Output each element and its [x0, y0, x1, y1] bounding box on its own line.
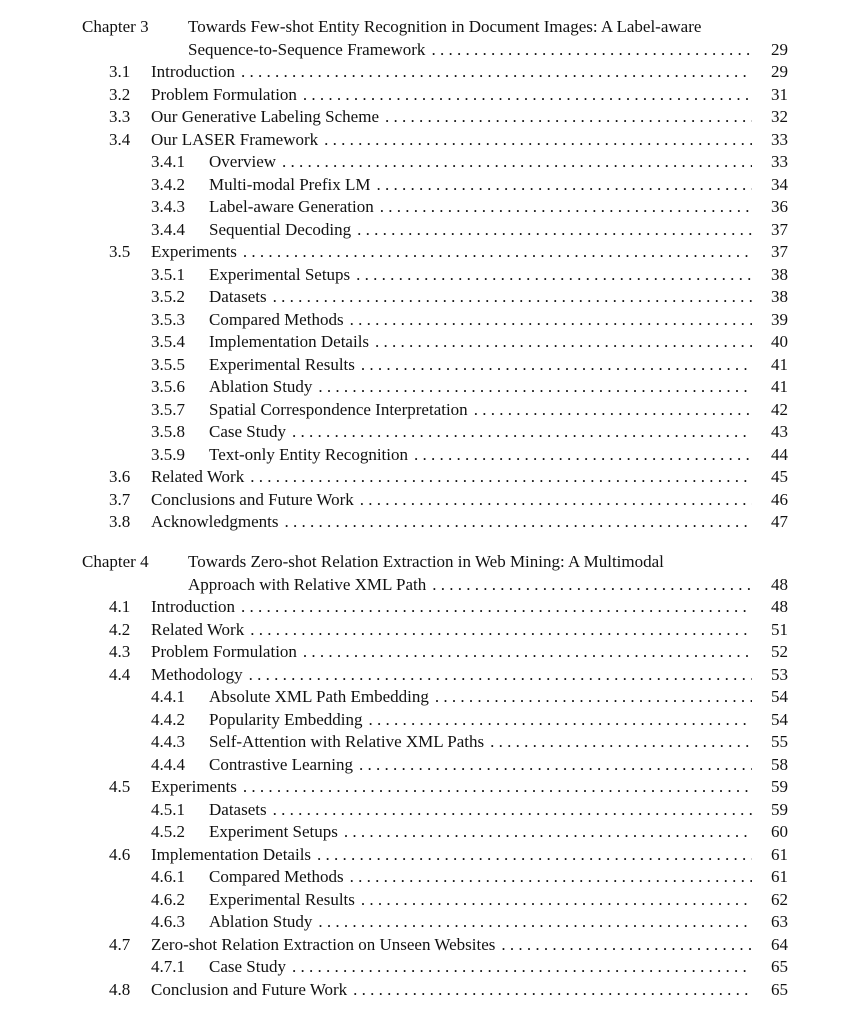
toc-leader: [209, 754, 752, 777]
section-number: 3.5.8: [151, 422, 185, 441]
section-number: 4.7.1: [151, 957, 185, 976]
section-number: 3.5.4: [151, 332, 185, 351]
section-title: Text-only Entity Recognition: [209, 444, 414, 467]
dot-leader: [243, 241, 752, 264]
toc-section-entry[interactable]: [0, 664, 858, 687]
section-title: Introduction: [151, 596, 241, 619]
section-title: Multi-modal Prefix LM: [209, 174, 376, 197]
dot-leader: [282, 151, 752, 174]
dot-leader: [249, 664, 752, 687]
toc-leader: [151, 664, 752, 687]
dot-leader: [360, 489, 752, 512]
toc-section-entry[interactable]: [0, 241, 858, 264]
page-number: 53: [771, 664, 788, 684]
dot-leader: [243, 776, 752, 799]
dot-leader: [368, 709, 752, 732]
dot-leader: [292, 956, 752, 979]
section-number: 3.5.7: [151, 399, 185, 419]
dot-leader: [353, 979, 752, 1002]
chapter-label: Chapter 3: [82, 17, 149, 36]
section-title: Popularity Embedding: [209, 709, 368, 732]
toc-leader: [151, 844, 752, 867]
chapter-heading-continued[interactable]: [0, 574, 858, 597]
dot-leader: [303, 84, 752, 107]
section-number: 3.5.1: [151, 264, 185, 284]
chapter-heading-continued[interactable]: [0, 39, 858, 62]
dot-leader: [490, 731, 752, 754]
section-number: 3.5.5: [151, 354, 185, 374]
toc-section-entry[interactable]: [0, 844, 858, 867]
section-title: Datasets: [209, 286, 273, 309]
dot-leader: [273, 799, 752, 822]
section-number: 3.5: [109, 242, 131, 261]
toc-leader: [151, 241, 752, 264]
page-number: 41: [771, 377, 788, 396]
section-number: 4.4.1: [151, 687, 185, 706]
dot-leader: [431, 39, 752, 62]
toc-leader: [188, 39, 752, 62]
dot-leader: [250, 466, 752, 489]
toc-leader: [209, 151, 752, 174]
toc-leader: [209, 264, 752, 287]
section-title: Related Work: [151, 619, 250, 642]
toc-subsection-entry[interactable]: [0, 821, 858, 844]
toc-subsection-entry[interactable]: [0, 174, 858, 197]
page-number: 45: [771, 467, 788, 486]
toc-leader: [209, 956, 752, 979]
dot-leader: [324, 129, 752, 152]
toc-subsection-entry[interactable]: [0, 889, 858, 912]
chapter-title-line: Towards Few-shot Entity Recognition in Document Images: A Label-aware: [188, 17, 702, 36]
toc-leader: [209, 309, 752, 332]
page-number: 40: [771, 332, 788, 351]
toc-leader: [209, 286, 752, 309]
toc-subsection-entry[interactable]: [0, 956, 858, 979]
dot-leader: [375, 331, 752, 354]
dot-leader: [317, 844, 752, 867]
toc-subsection-entry[interactable]: [0, 754, 858, 777]
toc-leader: [151, 466, 752, 489]
toc-section-entry[interactable]: [0, 641, 858, 664]
section-title: Absolute XML Path Embedding: [209, 686, 435, 709]
chapter-heading[interactable]: [0, 551, 858, 574]
toc-subsection-entry[interactable]: [0, 151, 858, 174]
chapter-heading[interactable]: [0, 16, 858, 39]
page-number: 32: [771, 107, 788, 126]
toc-subsection-entry[interactable]: [0, 866, 858, 889]
section-number: 3.5.3: [151, 309, 185, 329]
toc-section-entry[interactable]: [0, 934, 858, 957]
section-title: Overview: [209, 151, 282, 174]
section-number: 4.5: [109, 777, 131, 796]
toc-subsection-entry[interactable]: [0, 354, 858, 377]
page-number: 55: [771, 732, 788, 751]
dot-leader: [356, 264, 752, 287]
section-number: 4.4: [109, 664, 131, 684]
section-title: Related Work: [151, 466, 250, 489]
toc-section-entry[interactable]: [0, 129, 858, 152]
section-title: Zero-shot Relation Extraction on Unseen Websites: [151, 934, 501, 957]
page-number: 60: [771, 822, 788, 841]
page-number: 48: [771, 597, 788, 616]
dot-leader: [474, 399, 752, 422]
page-number: 54: [771, 687, 788, 706]
section-title: Experiment Setups: [209, 821, 344, 844]
toc-leader: [209, 196, 752, 219]
section-number: 3.4.2: [151, 174, 185, 194]
section-number: 3.4.4: [151, 219, 185, 239]
section-number: 3.7: [109, 489, 131, 509]
section-number: 4.6: [109, 844, 131, 864]
dot-leader: [432, 574, 752, 597]
section-title: Our LASER Framework: [151, 129, 324, 152]
page-number: 31: [771, 84, 788, 104]
toc-leader: [151, 84, 752, 107]
toc-leader: [151, 61, 752, 84]
dot-leader: [361, 354, 752, 377]
section-title: Contrastive Learning: [209, 754, 359, 777]
page-number: 37: [771, 242, 788, 261]
page-number: 33: [771, 152, 788, 171]
toc-leader: [209, 376, 752, 399]
toc-section-entry[interactable]: [0, 619, 858, 642]
section-number: 3.5.2: [151, 287, 185, 306]
toc-leader: [209, 331, 752, 354]
section-title: Experimental Setups: [209, 264, 356, 287]
page-number: 38: [771, 264, 788, 284]
section-number: 3.4: [109, 129, 131, 149]
toc-leader: [151, 641, 752, 664]
toc-section-entry[interactable]: [0, 776, 858, 799]
toc-subsection-entry[interactable]: [0, 911, 858, 934]
dot-leader: [350, 309, 752, 332]
dot-leader: [385, 106, 752, 129]
section-title: Case Study: [209, 421, 292, 444]
section-title: Ablation Study: [209, 376, 318, 399]
section-number: 3.2: [109, 84, 131, 104]
dot-leader: [380, 196, 752, 219]
dot-leader: [284, 511, 752, 534]
section-title: Compared Methods: [209, 866, 350, 889]
toc-section-entry[interactable]: [0, 466, 858, 489]
toc-leader: [209, 354, 752, 377]
section-number: 3.4.1: [151, 152, 185, 171]
page-number: 48: [771, 574, 788, 594]
page-number: 34: [771, 174, 788, 194]
page-number: 61: [771, 867, 788, 886]
toc-leader: [209, 399, 752, 422]
section-title: Conclusion and Future Work: [151, 979, 353, 1002]
section-number: 4.1: [109, 597, 131, 616]
toc-leader: [209, 889, 752, 912]
toc-section-entry[interactable]: [0, 84, 858, 107]
section-title: Implementation Details: [151, 844, 317, 867]
toc-subsection-entry[interactable]: [0, 686, 858, 709]
section-number: 4.2: [109, 619, 131, 639]
toc-subsection-entry[interactable]: [0, 709, 858, 732]
toc-leader: [209, 444, 752, 467]
toc-subsection-entry[interactable]: [0, 444, 858, 467]
dot-leader: [318, 911, 752, 934]
section-title: Conclusions and Future Work: [151, 489, 360, 512]
section-number: 4.4.2: [151, 709, 185, 729]
dot-leader: [361, 889, 752, 912]
toc-leader: [151, 511, 752, 534]
page-number: 46: [771, 489, 788, 509]
chapter-title-line: Sequence-to-Sequence Framework: [188, 39, 431, 62]
section-number: 3.6: [109, 467, 131, 486]
section-number: 4.3: [109, 642, 131, 661]
page-number: 59: [771, 799, 788, 819]
page-number: 47: [771, 512, 788, 531]
page-number: 62: [771, 889, 788, 909]
section-title: Acknowledgments: [151, 511, 284, 534]
toc-leader: [151, 596, 752, 619]
section-number: 3.1: [109, 62, 131, 81]
toc-leader: [209, 731, 752, 754]
page-number: 36: [771, 197, 788, 216]
dot-leader: [241, 596, 752, 619]
toc-subsection-entry[interactable]: [0, 196, 858, 219]
section-title: Methodology: [151, 664, 249, 687]
dot-leader: [241, 61, 752, 84]
dot-leader: [435, 686, 752, 709]
toc-subsection-entry[interactable]: [0, 286, 858, 309]
section-number: 3.5.9: [151, 444, 185, 464]
toc-subsection-entry[interactable]: [0, 421, 858, 444]
toc-subsection-entry[interactable]: [0, 309, 858, 332]
toc-subsection-entry[interactable]: [0, 731, 858, 754]
section-number: 4.8: [109, 979, 131, 999]
page-number: 64: [771, 934, 788, 954]
toc-subsection-entry[interactable]: [0, 219, 858, 242]
section-number: 3.3: [109, 107, 131, 126]
dot-leader: [318, 376, 752, 399]
toc-leader: [151, 489, 752, 512]
section-number: 3.8: [109, 512, 131, 531]
section-title: Datasets: [209, 799, 273, 822]
section-title: Our Generative Labeling Scheme: [151, 106, 385, 129]
section-title: Compared Methods: [209, 309, 350, 332]
toc-subsection-entry[interactable]: [0, 264, 858, 287]
section-title: Label-aware Generation: [209, 196, 380, 219]
toc-leader: [151, 776, 752, 799]
section-number: 3.4.3: [151, 197, 185, 216]
page-number: 37: [771, 219, 788, 239]
toc-leader: [188, 574, 752, 597]
toc-leader: [209, 174, 752, 197]
toc-subsection-entry[interactable]: [0, 399, 858, 422]
toc-section-entry[interactable]: [0, 489, 858, 512]
dot-leader: [292, 421, 752, 444]
toc-leader: [209, 686, 752, 709]
dot-leader: [250, 619, 752, 642]
section-number: 4.4.4: [151, 754, 185, 774]
section-title: Experiments: [151, 241, 243, 264]
section-number: 3.5.6: [151, 377, 185, 396]
toc-leader: [209, 821, 752, 844]
toc-section-entry[interactable]: [0, 979, 858, 1002]
page-number: 52: [771, 642, 788, 661]
section-title: Sequential Decoding: [209, 219, 357, 242]
page-number: 63: [771, 912, 788, 931]
section-number: 4.5.1: [151, 799, 185, 819]
page-number: 29: [771, 39, 788, 59]
section-number: 4.6.2: [151, 889, 185, 909]
page-number: 38: [771, 287, 788, 306]
page-number: 42: [771, 399, 788, 419]
toc-leader: [151, 619, 752, 642]
chapter-3-block: [0, 16, 858, 534]
section-number: 4.7: [109, 934, 131, 954]
toc-subsection-entry[interactable]: [0, 331, 858, 354]
dot-leader: [350, 866, 752, 889]
section-title: Case Study: [209, 956, 292, 979]
toc-leader: [209, 799, 752, 822]
page-number: 41: [771, 354, 788, 374]
section-number: 4.6.1: [151, 867, 185, 886]
toc-section-entry[interactable]: [0, 106, 858, 129]
dot-leader: [414, 444, 752, 467]
toc-section-entry[interactable]: [0, 511, 858, 534]
page-number: 43: [771, 422, 788, 441]
chapter-title-line: Towards Zero-shot Relation Extraction in Web Mining: A Multimodal: [188, 552, 664, 571]
page-number: 65: [771, 979, 788, 999]
section-title: Implementation Details: [209, 331, 375, 354]
page-number: 61: [771, 844, 788, 864]
page-number: 44: [771, 444, 788, 464]
toc-section-entry[interactable]: [0, 61, 858, 84]
toc-leader: [209, 911, 752, 934]
toc-subsection-entry[interactable]: [0, 799, 858, 822]
page-number: 51: [771, 619, 788, 639]
chapter-label: Chapter 4: [82, 552, 149, 571]
page-number: 33: [771, 129, 788, 149]
toc-leader: [151, 106, 752, 129]
dot-leader: [501, 934, 752, 957]
dot-leader: [376, 174, 752, 197]
toc-leader: [209, 866, 752, 889]
page-number: 39: [771, 309, 788, 329]
toc-section-entry[interactable]: [0, 596, 858, 619]
dot-leader: [273, 286, 752, 309]
section-title: Experiments: [151, 776, 243, 799]
dot-leader: [357, 219, 752, 242]
section-title: Ablation Study: [209, 911, 318, 934]
toc-leader: [209, 219, 752, 242]
chapter-title-line: Approach with Relative XML Path: [188, 574, 432, 597]
dot-leader: [359, 754, 752, 777]
page-number: 58: [771, 754, 788, 774]
dot-leader: [344, 821, 752, 844]
dot-leader: [303, 641, 752, 664]
section-number: 4.5.2: [151, 822, 185, 841]
section-title: Experimental Results: [209, 354, 361, 377]
section-title: Problem Formulation: [151, 84, 303, 107]
section-title: Spatial Correspondence Interpretation: [209, 399, 474, 422]
page-number: 29: [771, 62, 788, 81]
chapter-4-block: [0, 551, 858, 1001]
page-number: 59: [771, 777, 788, 796]
section-title: Self-Attention with Relative XML Paths: [209, 731, 490, 754]
toc-leader: [151, 979, 752, 1002]
section-title: Introduction: [151, 61, 241, 84]
toc-leader: [209, 709, 752, 732]
page-number: 65: [771, 957, 788, 976]
toc-leader: [151, 129, 752, 152]
section-number: 4.4.3: [151, 732, 185, 751]
toc-subsection-entry[interactable]: [0, 376, 858, 399]
section-number: 4.6.3: [151, 912, 185, 931]
toc-leader: [151, 934, 752, 957]
page-number: 54: [771, 709, 788, 729]
section-title: Problem Formulation: [151, 641, 303, 664]
toc-leader: [209, 421, 752, 444]
section-title: Experimental Results: [209, 889, 361, 912]
